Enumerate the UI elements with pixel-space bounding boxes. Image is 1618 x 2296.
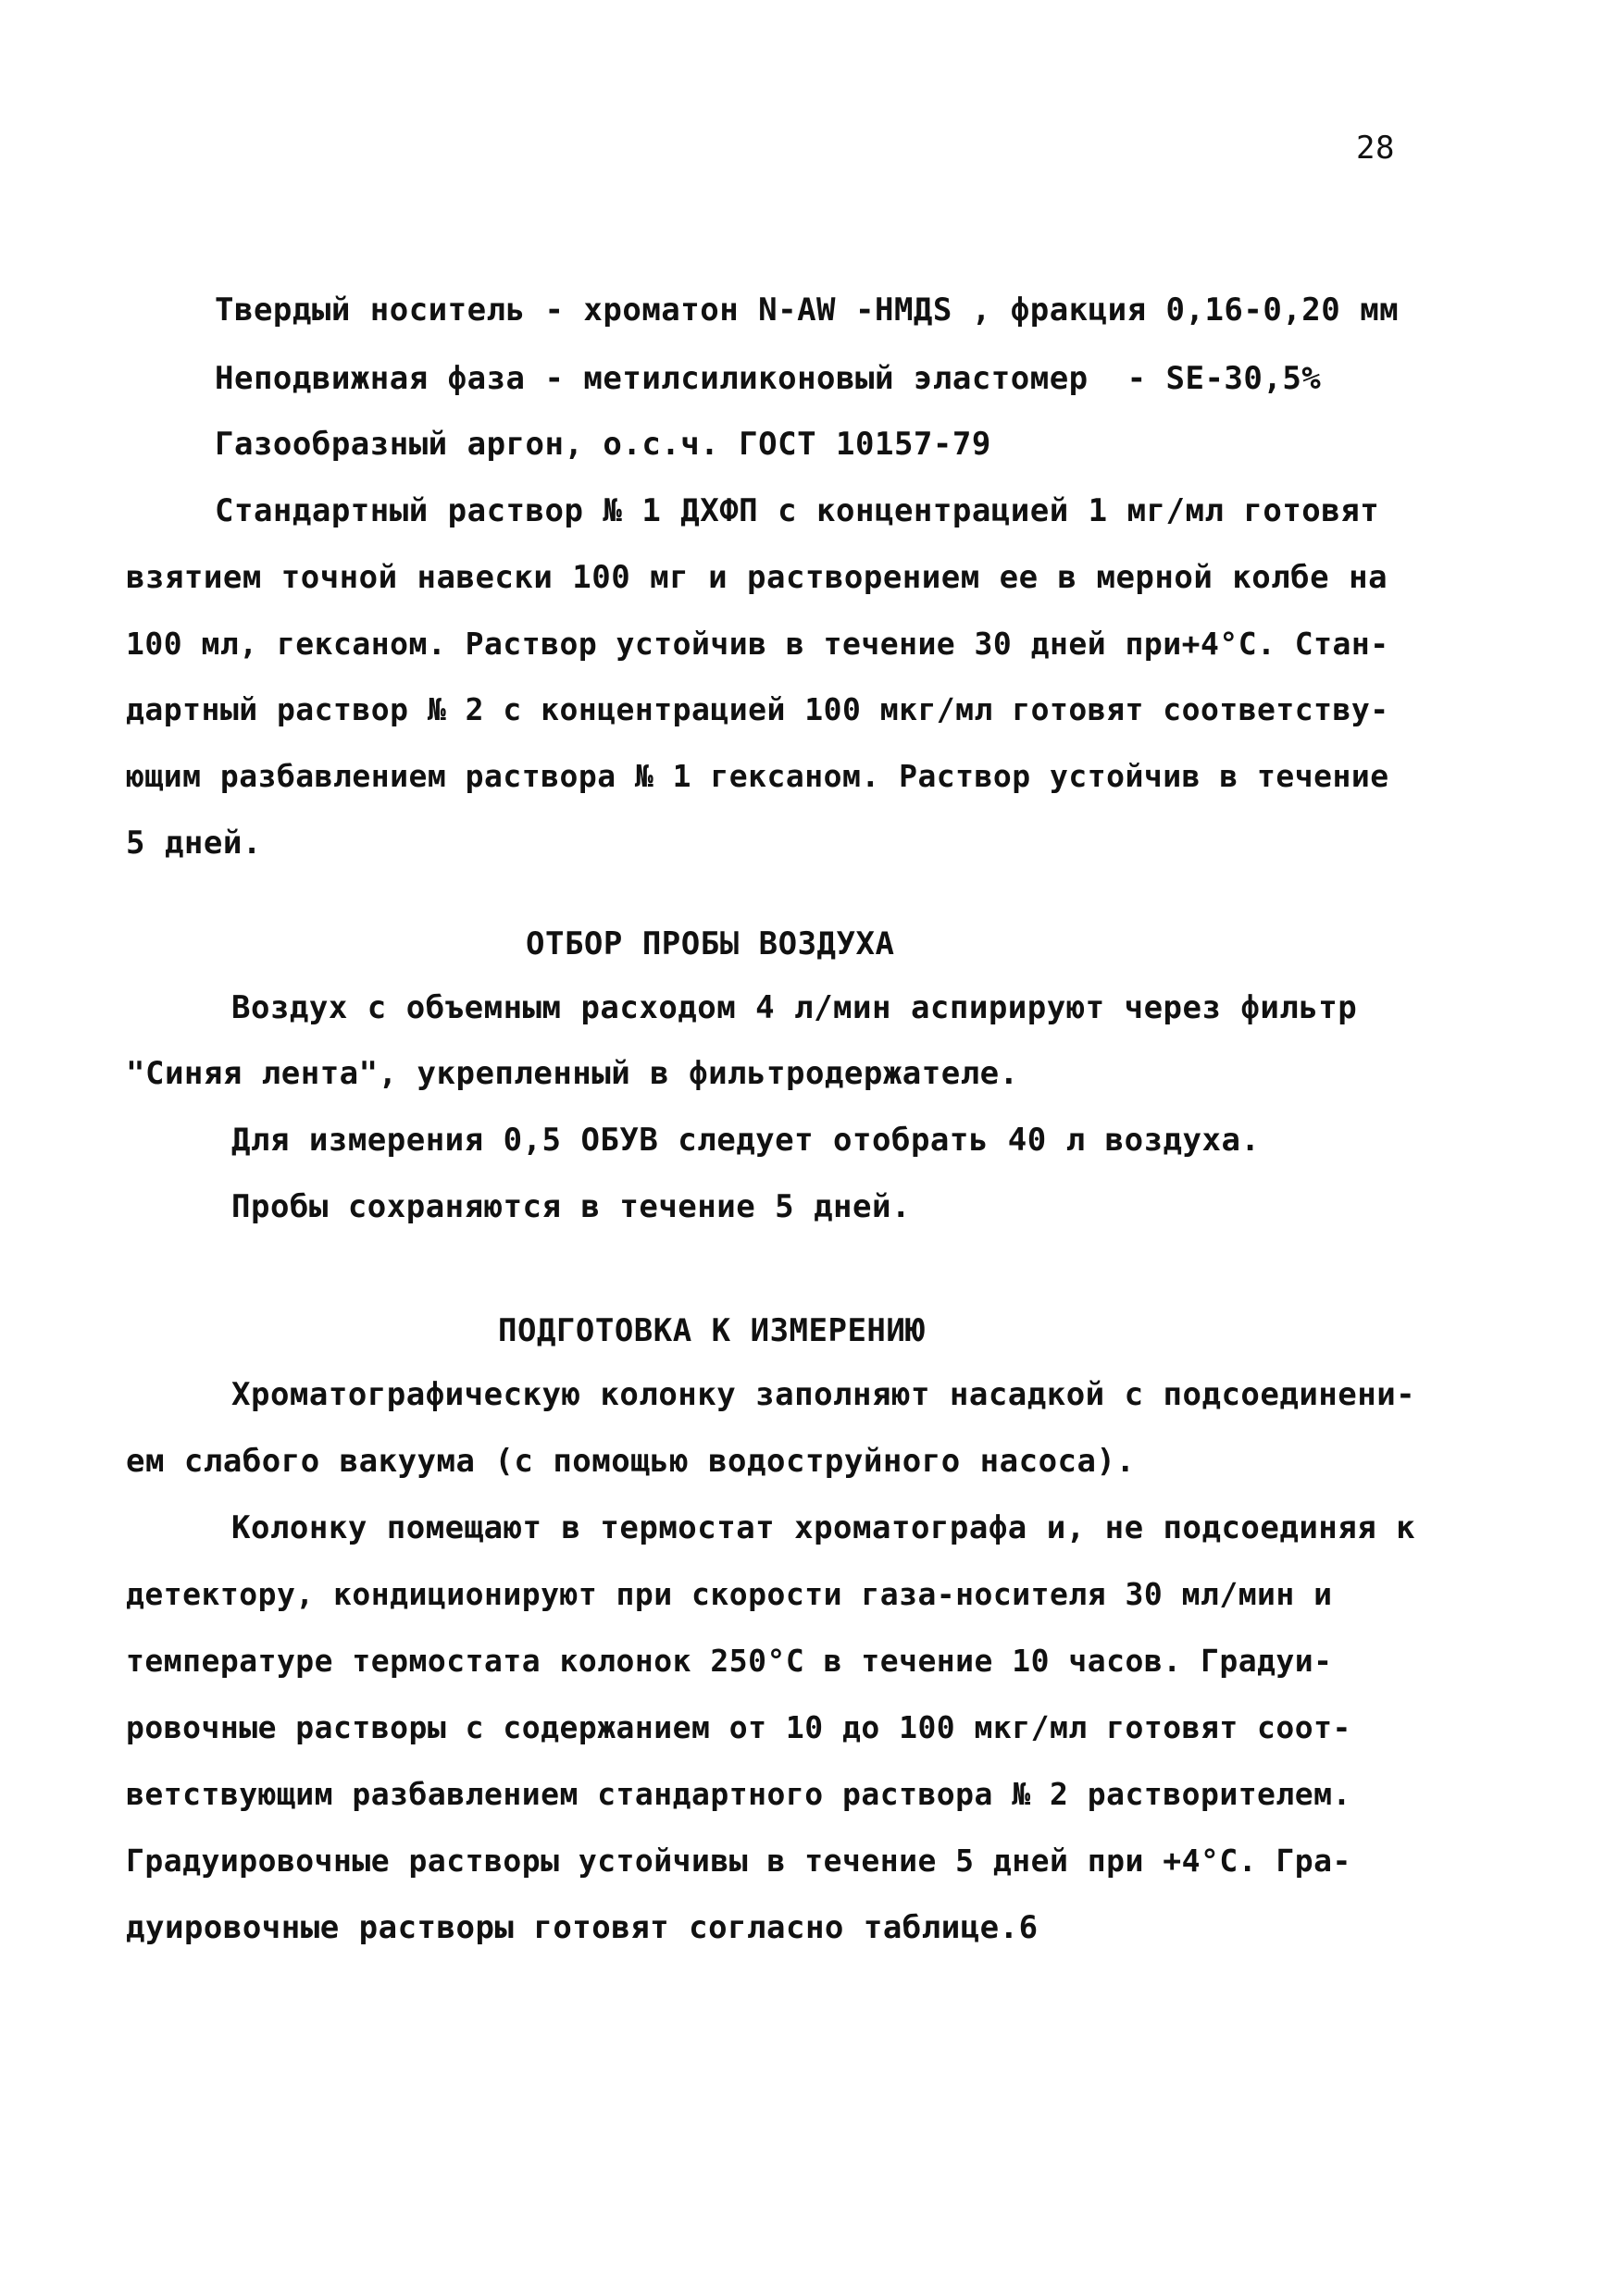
text-line: дуировочные растворы готовят согласно таблице.6 <box>126 1909 1039 1946</box>
section-heading: ПОДГОТОВКА К ИЗМЕРЕНИЮ <box>498 1312 926 1349</box>
text-line: Хроматографическую колонку заполняют насадкой с подсоединени- <box>231 1376 1416 1413</box>
text-line: "Синяя лента", укрепленный в фильтродержателе. <box>126 1055 1019 1092</box>
text-line: Для измерения 0,5 ОБУВ следует отобрать 40 л воздуха. <box>231 1122 1261 1159</box>
text-line: детектору, кондиционируют при скорости газа-носителя 30 мл/мин и <box>126 1576 1333 1612</box>
text-line: ем слабого вакуума (с помощью водоструйного насоса). <box>126 1443 1136 1480</box>
text-line: Газообразный аргон, о.с.ч. ГОСТ 10157-79 <box>215 426 991 463</box>
text-line: взятием точной навески 100 мг и растворением ее в мерной колбе на <box>126 559 1388 596</box>
text-line: ровочные растворы с содержанием от 10 до 100 мкг/мл готовят соот- <box>126 1709 1351 1745</box>
text-line: 100 мл, гексаном. Раствор устойчив в течение 30 дней при+4°С. Стан- <box>126 626 1389 662</box>
text-line: Неподвижная фаза - метилсиликоновый эластомер - SE-30,5% <box>215 360 1322 397</box>
text-line: дартный раствор № 2 с концентрацией 100 мкг/мл готовят соответству- <box>126 691 1389 727</box>
text-line: 5 дней. <box>126 825 262 862</box>
text-line: Колонку помещают в термостат хроматографа и, не подсоединяя к <box>231 1509 1416 1546</box>
text-line: температуре термостата колонок 250°С в течение 10 часов. Градуи- <box>126 1643 1333 1679</box>
text-line: ющим разбавлением раствора № 1 гексаном. Раствор устойчив в течение <box>126 758 1389 794</box>
text-line: Воздух с объемным расходом 4 л/мин аспирируют через фильтр <box>231 989 1358 1026</box>
text-line: ветствующим разбавлением стандартного раствора № 2 растворителем. <box>126 1776 1351 1812</box>
text-line: Твердый носитель - хроматон N-AW -HMДS , фракция 0,16-0,20 мм <box>215 292 1400 329</box>
text-line: Градуировочные растворы устойчивы в течение 5 дней при +4°С. Гра- <box>126 1843 1351 1879</box>
text-line: Стандартный раствор № 1 ДХФП с концентрацией 1 мг/мл готовят <box>215 492 1380 529</box>
section-heading: ОТБОР ПРОБЫ ВОЗДУХА <box>526 925 895 962</box>
page-number: 28 <box>1356 130 1395 167</box>
text-line: Пробы сохраняются в течение 5 дней. <box>231 1188 911 1225</box>
